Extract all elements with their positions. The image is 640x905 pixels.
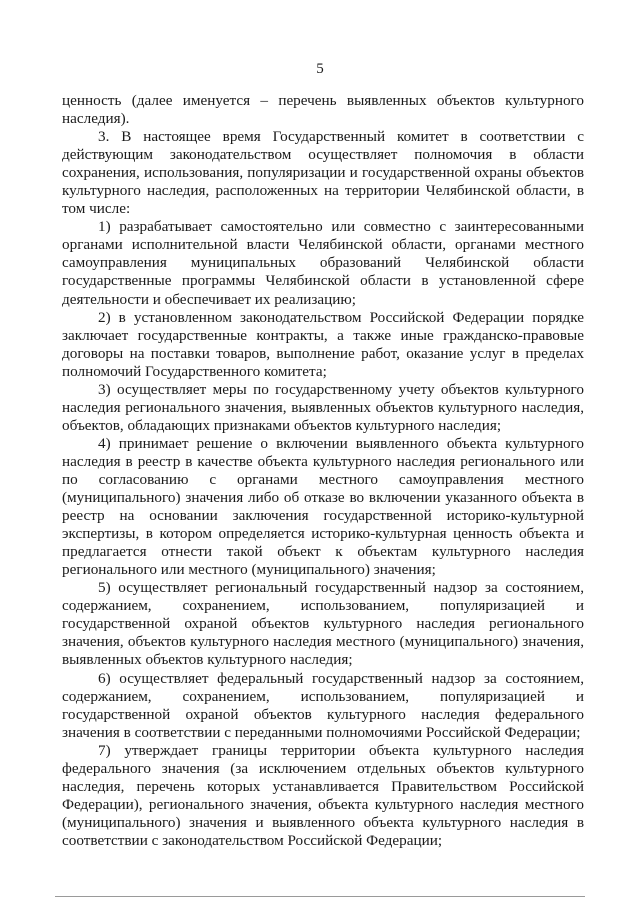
paragraph-subitem-1: 1) разрабатывает самостоятельно или совместно с заинтересованными органами исполнительной власти Челябинской области, органами местного самоуправления муниципальных образований Челябинской области государственные программы Челябинской области в установленной сфере деятельности и обеспечивает их реализацию; — [62, 218, 584, 308]
paragraph-subitem-5: 5) осуществляет региональный государственный надзор за состоянием, содержанием, сохранением, использованием, популяризацией и государственной охраной объектов культурного наследия регионального значения, объектов культурного наследия местного (муниципального) значения, выявленных объектов культурного наследия; — [62, 579, 584, 669]
document-body — [62, 92, 584, 850]
paragraph-subitem-7: 7) утверждает границы территории объекта культурного наследия федерального значения (за исключением отдельных объектов культурного наследия, перечень которых устанавливается Правительством Российской Федерации), регионального значения, объекта культурного наследия местного (муниципального) значения и выявленного объекта культурного наследия в соответствии с законодательством Российской Федерации; — [62, 741, 584, 849]
page-number: 5 — [316, 61, 324, 77]
paragraph-subitem-3: 3) осуществляет меры по государственному учету объектов культурного наследия регионального значения, выявленных объектов культурного наследия, объектов, обладающих признаками объектов культурного наследия; — [62, 380, 584, 434]
paragraph-subitem-4: 4) принимает решение о включении выявленного объекта культурного наследия в реестр в качестве объекта культурного наследия регионального или по согласованию с органами местного самоуправления местного (муниципального) значения либо об отказе во включении указанного объекта в реестр на основании заключения государственной историко-культурной экспертизы, в котором определяется историко-культурная ценность объекта и предлагается отнести такой объект к объектам культурного наследия регионального или местного (муниципального) значения; — [62, 434, 584, 579]
paragraph-continuation: ценность (далее именуется – перечень выявленных объектов культурного наследия). — [62, 92, 584, 128]
paragraph-item-3: 3. В настоящее время Государственный комитет в соответствии с действующим законодательством осуществляет полномочия в области сохранения, использования, популяризации и государственной охраны объектов культурного наследия, расположенных на территории Челябинской области, в том числе: — [62, 128, 584, 218]
bottom-scan-edge — [55, 896, 585, 897]
paragraph-subitem-2: 2) в установленном законодательством Российской Федерации порядке заключает государственные контракты, а также иные гражданско-правовые договоры на поставки товаров, выполнение работ, оказание услуг в пределах полномочий Государственного комитета; — [62, 308, 584, 380]
paragraph-subitem-6: 6) осуществляет федеральный государственный надзор за состоянием, содержанием, сохранением, использованием, популяризацией и государственной охраной объектов культурного наследия федерального значения в соответствии с переданными полномочиями Российской Федерации; — [62, 669, 584, 741]
